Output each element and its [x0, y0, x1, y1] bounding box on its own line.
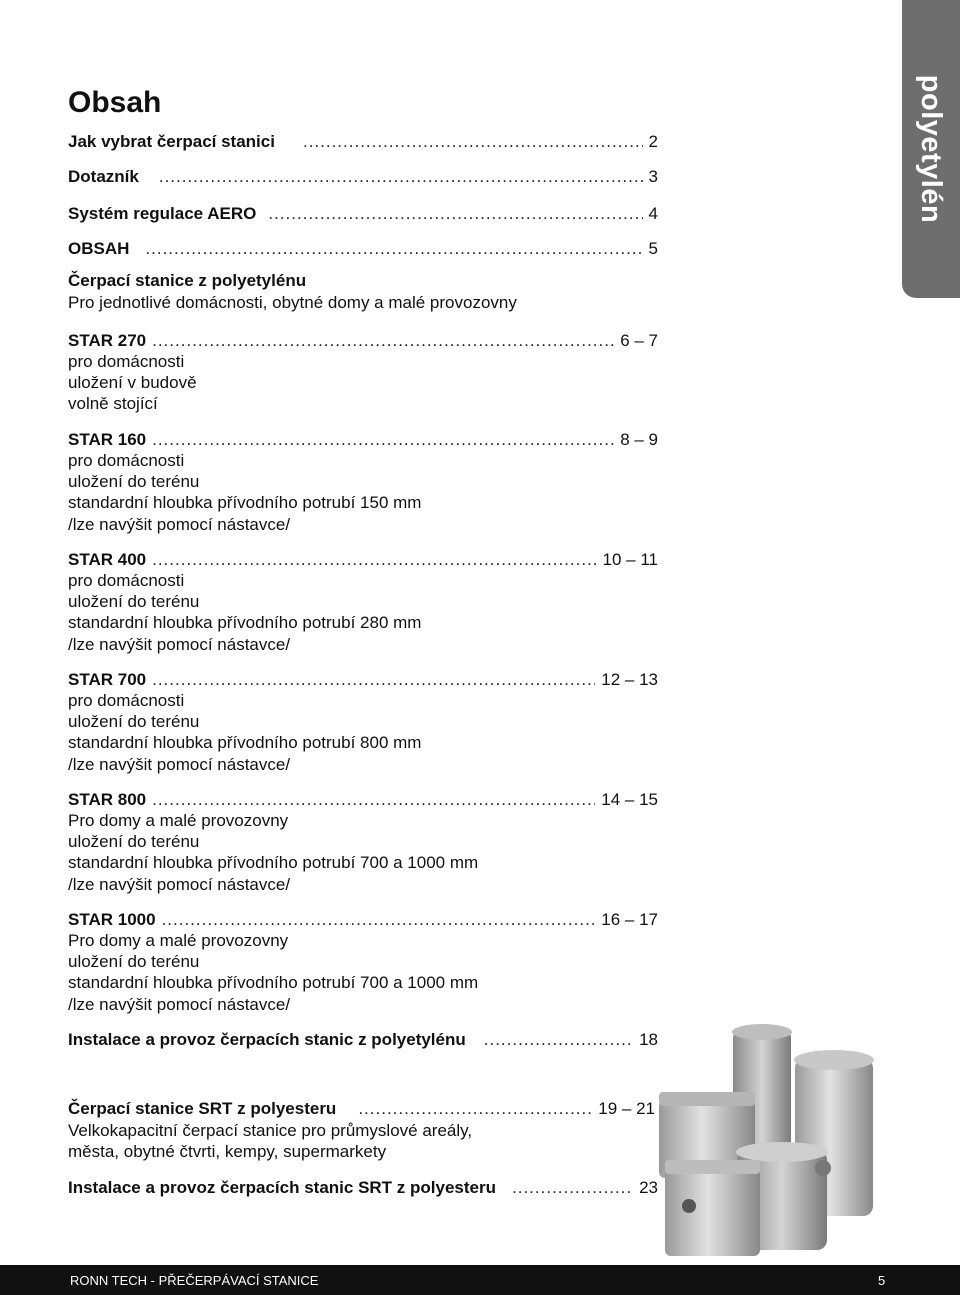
toc-entry-description: města, obytné čtvrti, kempy, supermarkety — [68, 1142, 387, 1161]
toc-page-number: 10 – 11 — [602, 550, 658, 569]
toc-page-number: 2 — [648, 132, 658, 151]
toc-entry-description: standardní hloubka přívodního potrubí 700 a 1000 mm — [68, 973, 479, 992]
toc-entry-star-400[interactable] — [68, 549, 658, 570]
toc-entry-description: uložení do terénu — [68, 592, 200, 611]
toc-entry-description: standardní hloubka přívodního potrubí 700 a 1000 mm — [68, 853, 479, 872]
toc-entry-label: Instalace a provoz čerpacích stanic SRT z polyesteru — [68, 1178, 496, 1197]
toc-entry-aero[interactable] — [68, 203, 658, 224]
toc-entry-description: /lze navýšit pomocí nástavce/ — [68, 755, 291, 774]
toc-leader-dots — [145, 238, 642, 259]
page-title: Obsah — [68, 86, 162, 119]
toc-page-number: 5 — [648, 239, 658, 258]
toc-page-number: 14 – 15 — [601, 790, 658, 809]
toc-entry-description: Pro jednotlivé domácnosti, obytné domy a malé provozovny — [68, 293, 517, 312]
toc-entry-label: Instalace a provoz čerpacích stanic z polyetylénu — [68, 1030, 466, 1049]
toc-leader-dots — [484, 1029, 633, 1050]
toc-entry-obsah[interactable] — [68, 238, 658, 259]
toc-leader-dots — [152, 669, 595, 690]
toc-leader-dots — [162, 909, 596, 930]
toc-leader-dots — [159, 166, 643, 187]
toc-entry-description: pro domácnosti — [68, 691, 185, 710]
toc-entry-description: standardní hloubka přívodního potrubí 280 mm — [68, 613, 422, 632]
footer-page-number: 5 — [878, 1273, 886, 1288]
pump-stations-photo — [655, 1020, 895, 1260]
front-box-tank — [665, 1168, 760, 1256]
toc-leader-dots — [303, 131, 643, 152]
toc-entry-srt-polyester[interactable] — [68, 1098, 655, 1119]
toc-page-number: 16 – 17 — [601, 910, 658, 929]
toc-page-number: 23 — [639, 1178, 658, 1197]
toc-page-number: 8 – 9 — [620, 430, 658, 449]
toc-entry-description: /lze navýšit pomocí nástavce/ — [68, 515, 291, 534]
toc-leader-dots — [512, 1177, 633, 1198]
toc-entry-label: Systém regulace AERO — [68, 204, 257, 223]
toc-entry-star-800[interactable] — [68, 789, 658, 810]
toc-entry-label: OBSAH — [68, 239, 130, 258]
toc-leader-dots — [152, 789, 595, 810]
toc-page-number: 19 – 21 — [598, 1099, 655, 1118]
toc-entry-label: STAR 1000 — [68, 910, 156, 929]
toc-entry-label: Čerpací stanice z polyetylénu — [68, 271, 307, 290]
toc-entry-label: STAR 800 — [68, 790, 147, 809]
toc-entry-description: pro domácnosti — [68, 451, 185, 470]
toc-entry-description: volně stojící — [68, 394, 158, 413]
toc-entry-description: uložení do terénu — [68, 952, 200, 971]
toc-entry-star-1000[interactable] — [68, 909, 658, 930]
toc-leader-dots — [152, 549, 596, 570]
toc-leader-dots — [268, 203, 642, 224]
section-tab — [902, 0, 960, 298]
toc-entry-label: Čerpací stanice SRT z polyesteru — [68, 1099, 337, 1118]
toc-entry-description: standardní hloubka přívodního potrubí 150 mm — [68, 493, 422, 512]
toc-entry-dotaznik[interactable] — [68, 166, 658, 187]
toc-entry-polyetylen[interactable] — [68, 270, 306, 291]
toc-page-number: 12 – 13 — [601, 670, 658, 689]
toc-entry-description: uložení do terénu — [68, 472, 200, 491]
toc-entry-description: pro domácnosti — [68, 571, 185, 590]
page-footer — [0, 1265, 960, 1295]
toc-entry-description: Velkokapacitní čerpací stanice pro průmyslové areály, — [68, 1121, 473, 1140]
toc-page-number: 18 — [639, 1030, 658, 1049]
toc-entry-label: STAR 400 — [68, 550, 147, 569]
toc-entry-star-160[interactable] — [68, 429, 658, 450]
toc-entry-label: STAR 160 — [68, 430, 147, 449]
toc-entry-description: Pro domy a malé provozovny — [68, 931, 289, 950]
toc-entry-instalace-srt[interactable] — [68, 1177, 658, 1198]
toc-entry-description: uložení do terénu — [68, 712, 200, 731]
toc-entry-star-270[interactable] — [68, 330, 658, 351]
toc-entry-description: standardní hloubka přívodního potrubí 800 mm — [68, 733, 422, 752]
toc-entry-description: uložení v budově — [68, 373, 197, 392]
footer-company: RONN TECH - PŘEČERPÁVACÍ STANICE — [70, 1273, 319, 1288]
section-tab-label: polyetylén — [915, 74, 948, 224]
toc-leader-dots — [152, 330, 614, 351]
toc-entry-description: /lze navýšit pomocí nástavce/ — [68, 635, 291, 654]
toc-page-number: 4 — [648, 204, 658, 223]
toc-entry-instalace-polyetylen[interactable] — [68, 1029, 658, 1050]
toc-leader-dots — [152, 429, 614, 450]
toc-entry-description: /lze navýšit pomocí nástavce/ — [68, 875, 291, 894]
toc-entry-description: Pro domy a malé provozovny — [68, 811, 289, 830]
toc-leader-dots — [358, 1098, 592, 1119]
toc-entry-description: /lze navýšit pomocí nástavce/ — [68, 995, 291, 1014]
toc-entry-jak-vybrat[interactable] — [68, 131, 658, 152]
toc-entry-label: Jak vybrat čerpací stanici — [68, 132, 275, 151]
toc-entry-label: Dotazník — [68, 167, 139, 186]
toc-page-number: 3 — [648, 167, 658, 186]
toc-entry-star-700[interactable] — [68, 669, 658, 690]
toc-entry-description: pro domácnosti — [68, 352, 185, 371]
toc-entry-label: STAR 270 — [68, 331, 147, 350]
toc-entry-description: uložení do terénu — [68, 832, 200, 851]
toc-page-number: 6 – 7 — [620, 331, 658, 350]
toc-entry-label: STAR 700 — [68, 670, 147, 689]
